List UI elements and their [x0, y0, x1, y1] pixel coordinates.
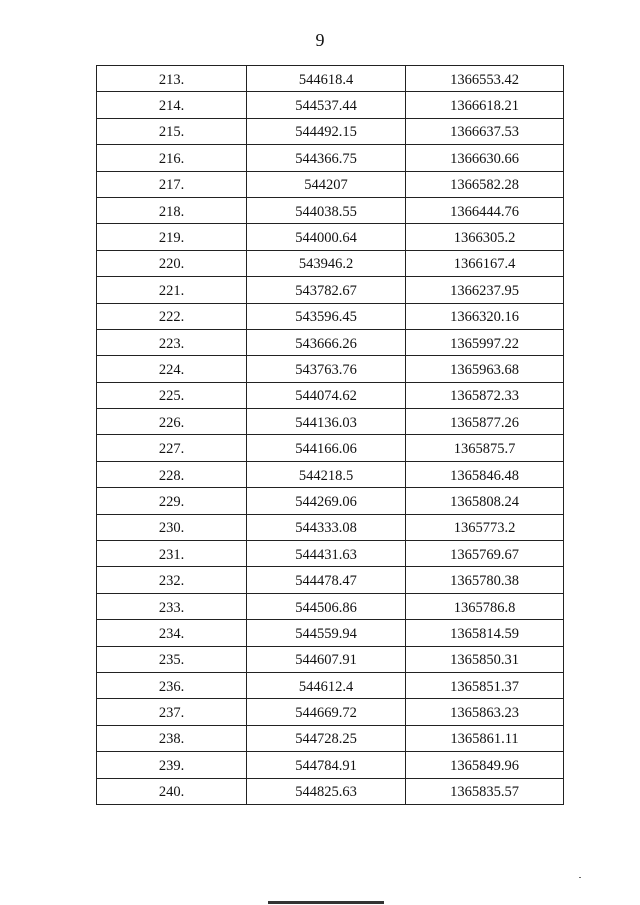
- point-number-cell: 221.: [97, 277, 247, 303]
- y-coordinate-cell: 1365786.8: [406, 593, 564, 619]
- point-number-cell: 238.: [97, 725, 247, 751]
- x-coordinate-cell: 544478.47: [247, 567, 406, 593]
- y-coordinate-cell: 1365846.48: [406, 461, 564, 487]
- point-number-cell: 215.: [97, 118, 247, 144]
- x-coordinate-cell: 544333.08: [247, 514, 406, 540]
- x-coordinate-cell: 543596.45: [247, 303, 406, 329]
- table-row: [97, 435, 564, 461]
- x-coordinate-cell: 544074.62: [247, 382, 406, 408]
- point-number-cell: 235.: [97, 646, 247, 672]
- table-row: [97, 461, 564, 487]
- point-number-cell: 231.: [97, 541, 247, 567]
- point-number-cell: 230.: [97, 514, 247, 540]
- table-row: [97, 118, 564, 144]
- table-row: [97, 66, 564, 92]
- table-row: [97, 672, 564, 698]
- table-row: [97, 725, 564, 751]
- point-number-cell: 219.: [97, 224, 247, 250]
- y-coordinate-cell: 1366637.53: [406, 118, 564, 144]
- y-coordinate-cell: 1365773.2: [406, 514, 564, 540]
- y-coordinate-cell: 1366305.2: [406, 224, 564, 250]
- point-number-cell: 237.: [97, 699, 247, 725]
- x-coordinate-cell: 544218.5: [247, 461, 406, 487]
- point-number-cell: 224.: [97, 356, 247, 382]
- y-coordinate-cell: 1365808.24: [406, 488, 564, 514]
- y-coordinate-cell: 1365861.11: [406, 725, 564, 751]
- point-number-cell: 217.: [97, 171, 247, 197]
- y-coordinate-cell: 1365780.38: [406, 567, 564, 593]
- point-number-cell: 213.: [97, 66, 247, 92]
- table-row: [97, 224, 564, 250]
- point-number-cell: 234.: [97, 620, 247, 646]
- table-row: [97, 171, 564, 197]
- y-coordinate-cell: 1365877.26: [406, 409, 564, 435]
- y-coordinate-cell: 1365875.7: [406, 435, 564, 461]
- point-number-cell: 239.: [97, 752, 247, 778]
- x-coordinate-cell: 544269.06: [247, 488, 406, 514]
- point-number-cell: 220.: [97, 250, 247, 276]
- point-number-cell: 222.: [97, 303, 247, 329]
- table-row: [97, 778, 564, 804]
- x-coordinate-cell: 544559.94: [247, 620, 406, 646]
- x-coordinate-cell: 544728.25: [247, 725, 406, 751]
- table-row: [97, 197, 564, 223]
- table-row: [97, 382, 564, 408]
- point-number-cell: 240.: [97, 778, 247, 804]
- table-row: [97, 620, 564, 646]
- x-coordinate-cell: 544825.63: [247, 778, 406, 804]
- table-row: [97, 303, 564, 329]
- x-coordinate-cell: 544492.15: [247, 118, 406, 144]
- x-coordinate-cell: 543946.2: [247, 250, 406, 276]
- coordinates-table: [96, 65, 564, 805]
- x-coordinate-cell: 544612.4: [247, 672, 406, 698]
- y-coordinate-cell: 1366553.42: [406, 66, 564, 92]
- y-coordinate-cell: 1366630.66: [406, 145, 564, 171]
- x-coordinate-cell: 544431.63: [247, 541, 406, 567]
- table-row: [97, 92, 564, 118]
- table-row: [97, 356, 564, 382]
- y-coordinate-cell: 1366582.28: [406, 171, 564, 197]
- table-row: [97, 488, 564, 514]
- y-coordinate-cell: 1366444.76: [406, 197, 564, 223]
- x-coordinate-cell: 544537.44: [247, 92, 406, 118]
- y-coordinate-cell: 1366167.4: [406, 250, 564, 276]
- y-coordinate-cell: 1365814.59: [406, 620, 564, 646]
- table-row: [97, 593, 564, 619]
- point-number-cell: 214.: [97, 92, 247, 118]
- table-row: [97, 541, 564, 567]
- point-number-cell: 227.: [97, 435, 247, 461]
- y-coordinate-cell: 1365769.67: [406, 541, 564, 567]
- scan-speck: [579, 877, 581, 878]
- x-coordinate-cell: 544669.72: [247, 699, 406, 725]
- x-coordinate-cell: 544506.86: [247, 593, 406, 619]
- x-coordinate-cell: 544618.4: [247, 66, 406, 92]
- table-row: [97, 646, 564, 672]
- x-coordinate-cell: 544784.91: [247, 752, 406, 778]
- table-row: [97, 277, 564, 303]
- table-row: [97, 145, 564, 171]
- page-number: 9: [315, 30, 325, 50]
- point-number-cell: 216.: [97, 145, 247, 171]
- point-number-cell: 236.: [97, 672, 247, 698]
- point-number-cell: 229.: [97, 488, 247, 514]
- y-coordinate-cell: 1366618.21: [406, 92, 564, 118]
- point-number-cell: 226.: [97, 409, 247, 435]
- y-coordinate-cell: 1365863.23: [406, 699, 564, 725]
- y-coordinate-cell: 1365997.22: [406, 329, 564, 355]
- bottom-rule: [268, 901, 384, 904]
- x-coordinate-cell: 544038.55: [247, 197, 406, 223]
- x-coordinate-cell: 544166.06: [247, 435, 406, 461]
- point-number-cell: 233.: [97, 593, 247, 619]
- point-number-cell: 228.: [97, 461, 247, 487]
- y-coordinate-cell: 1365850.31: [406, 646, 564, 672]
- y-coordinate-cell: 1365849.96: [406, 752, 564, 778]
- y-coordinate-cell: 1366237.95: [406, 277, 564, 303]
- table-row: [97, 250, 564, 276]
- point-number-cell: 225.: [97, 382, 247, 408]
- x-coordinate-cell: 543666.26: [247, 329, 406, 355]
- x-coordinate-cell: 544607.91: [247, 646, 406, 672]
- y-coordinate-cell: 1365963.68: [406, 356, 564, 382]
- y-coordinate-cell: 1365872.33: [406, 382, 564, 408]
- table-row: [97, 329, 564, 355]
- x-coordinate-cell: 544366.75: [247, 145, 406, 171]
- table-row: [97, 752, 564, 778]
- table-row: [97, 567, 564, 593]
- y-coordinate-cell: 1365851.37: [406, 672, 564, 698]
- x-coordinate-cell: 544136.03: [247, 409, 406, 435]
- table-row: [97, 699, 564, 725]
- y-coordinate-cell: 1366320.16: [406, 303, 564, 329]
- point-number-cell: 232.: [97, 567, 247, 593]
- x-coordinate-cell: 544000.64: [247, 224, 406, 250]
- y-coordinate-cell: 1365835.57: [406, 778, 564, 804]
- point-number-cell: 223.: [97, 329, 247, 355]
- x-coordinate-cell: 543782.67: [247, 277, 406, 303]
- table-row: [97, 409, 564, 435]
- point-number-cell: 218.: [97, 197, 247, 223]
- x-coordinate-cell: 544207: [247, 171, 406, 197]
- coordinates-table-body: [97, 66, 564, 805]
- x-coordinate-cell: 543763.76: [247, 356, 406, 382]
- table-row: [97, 514, 564, 540]
